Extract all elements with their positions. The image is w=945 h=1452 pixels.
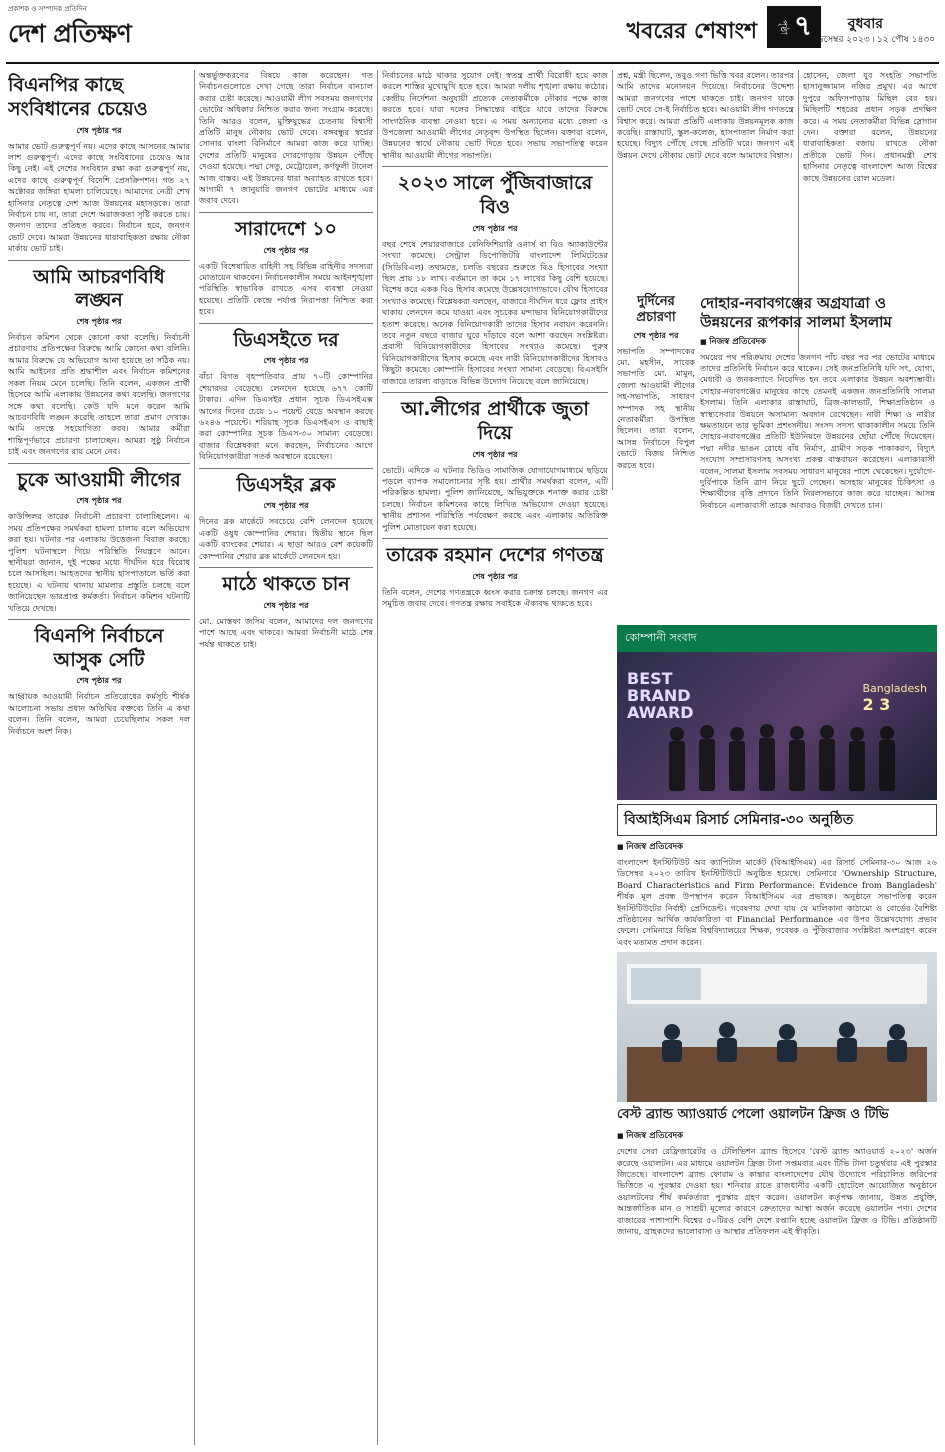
headline: ২০২৩ সালে পুঁজিবাজারে বিও [397, 172, 593, 218]
company-news [617, 625, 937, 1440]
article-body: সভাপতি সম্পাদকের মো. মহসীন, সাবেক সভাপতি মো. মামুন, জেলা আওয়ামী লীগের সহ-সভাপতি, সাধারণ সম্পাদক সহ স্থানীয় নেতাকর্মীরা উপস্থিত ছিলেন। তারা বলেন, আসন্ন নির্বাচনে বিপুল ভোটে বিজয় নিশ্চিত করতে হবে। [617, 345, 695, 470]
feature-article [700, 290, 935, 615]
newspaper-logo: দেশ প্রতিক্ষণ [8, 19, 132, 48]
article-body: ভোটে। এদিকে এ ঘটনার ভিডিও সামাজিক যোগাযোগমাধ্যমে ছড়িয়ে পড়লে ব্যাপক সমালোচনার সৃষ্টি হয়। প্রার্থীর সমর্থকরা বলেন, এটি পরিকল্পিত হামলা। পুলিশ জানিয়েছে, অভিযুক্তকে শনাক্ত করার চেষ্টা চলছে। নির্বাচন কমিশনের কাছে লিখিত অভিযোগ দেওয়া হয়েছে। স্থানীয় প্রশাসন পরিস্থিতি পর্যবেক্ষণ করছে এবং এলাকায় অতিরিক্ত পুলিশ মোতায়েন করা হয়েছে। [382, 464, 608, 532]
article-body: নির্বাচনের মাঠে থাকার সুযোগ নেই। স্বতন্ত্র প্রার্থী বিরোধী হয়ে কাজ করলে শাস্তির মুখোমুখি হতে হবে। আমরা দলীয় শৃঙ্খলা রক্ষায় কঠোর। কেন্দ্রীয় নির্দেশনা অনুযায়ী প্রত্যেক নেতাকর্মীকে নৌকার পক্ষে কাজ করতে হবে। যারা দলের সিদ্ধান্তের বাইরে যাবে তাদের বিরুদ্ধে সাংগঠনিক ব্যবস্থা নেওয়া হবে। এ সময় অন্যান্যের মধ্যে জেলা ও উপজেলা আওয়ামী লীগের নেতৃবৃন্দ উপস্থিত ছিলেন। বক্তারা বলেন, উন্নয়নের স্বার্থে নৌকায় ভোট দিতে হবে। সভায় সভাপতিত্ব করেন স্থানীয় আওয়ামী লীগের সভাপতি। [382, 70, 608, 160]
headline: চুকে আওয়ামী লীগের [17, 468, 181, 491]
article-body: অন্তর্ভুক্তকরণের বিষয়ে কাজ করেছেন। গত নির্বাচনগুলোতে দেখা গেছে তারা নির্বাচন বানচাল করার চেষ্টা করেছে। আওয়ামী লীগ সবসময় জনগণের ভোটের অধিকার নিশ্চিত করার জন্য সংগ্রাম করেছে। তিনি আরও বলেন, মুক্তিযুদ্ধের চেতনায় বিশ্বাসী প্রতিটি মানুষ নৌকায় ভোট দেবে। বঙ্গবন্ধুর স্বপ্নের সোনার বাংলা বিনির্মাণে আমরা কাজ করে যাচ্ছি। দেশের প্রতিটি মানুষের দোরগোড়ায় উন্নয়ন পৌঁছে দেওয়া হয়েছে। পদ্মা সেতু, মেট্রোরেল, কর্ণফুলী টানেল আজ বাস্তব। এই উন্নয়নের ধারা অব্যাহত রাখতে হবে। আগামী ৭ জানুয়ারি জনগণ ভোটের মাধ্যমে এর জবাব দেবে। [199, 70, 373, 206]
headline: আ.লীগের প্রার্থীকে জুতা দিয়ে [401, 398, 589, 444]
continued-label: শেষ পৃষ্ঠার পর [76, 495, 122, 506]
issue-day: বুধবার [847, 16, 883, 32]
section-title: খবরের শেষাংশ [626, 19, 757, 44]
column-divider [612, 70, 613, 490]
divider [382, 538, 608, 539]
article-body: বছর শেষে শেয়ারবাজারে বেনিফিশিয়ারি ওনার্স বা বিও অ্যাকাউন্টের সংখ্যা কমেছে। সেন্ট্রাল ডিপোজিটরি বাংলাদেশ লিমিটেডের (সিডিবিএল) তথ্যমতে, চলতি বছরের শুরুতে বিও হিসাবের সংখ্যা ছিল প্রায় ১৮ লাখ। বর্তমানে তা কমে ১৭ লাখের কিছু বেশি হয়েছে। বিশেষ করে একক বিও হিসাব কমেছে উল্লেখযোগ্যভাবে। যৌথ হিসাবের সংখ্যাও কমেছে। বিশ্লেষকরা বলছেন, বাজারে দীর্ঘদিন ধরে ফ্লোর প্রাইস থাকায় লেনদেন কমে যাওয়া এবং সূচকের মন্দাভাব বিনিয়োগকারীদের হতাশ করেছে। অনেক বিনিয়োগকারী তাদের হিসাব নবায়ন করেননি। তবে নতুন বছরে বাজার ঘুরে দাঁড়াবে বলে আশা করছেন সংশ্লিষ্টরা। প্রবাসী বিনিয়োগকারীদের হিসাবের সংখ্যাও কমেছে। পুরুষ বিনিয়োগকারীদের হিসাব কমেছে এবং নারী বিনিয়োগকারীদের হিসাবও কিছুটা কমেছে। কোম্পানি হিসাবের সংখ্যা সামান্য বেড়েছে। বিএসইসি বাজারে তারল্য বাড়াতে বিভিন্ন উদ্যোগ নিয়েছে বলে জানিয়েছে। [382, 238, 608, 386]
continued-label: শেষ পৃষ্ঠার পর [263, 500, 309, 511]
column-divider [377, 70, 378, 1445]
company-body-1: বাংলাদেশ ইনস্টিটিউট অব ক্যাপিটাল মার্কেট (বিআইসিএম) এর রিসার্চ সেমিনার-৩০ আজ ২৬ ডিসেম্বর ২০২৩ তারিখ ইনস্টিটিউটে অনুষ্ঠিত হয়েছে। সেমিনারে 'Ownership Structure, Board Characteristics and Firm Performance: Evidence from Bangladesh' শীর্ষক মূল প্রবন্ধ উপস্থাপন করেন বিআইসিএম এর প্রভাষক। অনুষ্ঠানে সভাপতিত্ব করেন ইনস্টিটিউটের নির্বাহী প্রেসিডেন্ট। গবেষণায় দেখা যায় যে মালিকানা কাঠামো ও বোর্ডের বৈশিষ্ট্য প্রতিষ্ঠানের আর্থিক কার্যকারিতা বা Financial Performance এর উপর উল্লেখযোগ্য প্রভাব ফেলে। সেমিনারে বিভিন্ন বিশ্ববিদ্যালয়ের শিক্ষক, গবেষক ও পুঁজিবাজার সংশ্লিষ্টরা অংশগ্রহণ করেন এবং মতামত প্রদান করেন। [617, 857, 937, 947]
headline: তারেক রহমান দেশের গণতন্ত্র [386, 543, 604, 566]
column-2 [199, 70, 373, 1445]
article-body: বাঁচা বিগত বৃহস্পতিবার প্রায় ৭০টি কোম্পানির শেয়ারদর বেড়েছে। লেনদেন হয়েছে ৬৭৭ কোটি টাকার। এদিন ডিএসইর প্রধান সূচক ডিএসইএক্স আগের দিনের চেয়ে ১০ পয়েন্ট বেড়ে অবস্থান করছে ৬২৪৬ পয়েন্টে। শরিয়াহ সূচক ডিএসইএস ও বাছাই করা কোম্পানির সূচক ডিএস-৩০ সামান্য বেড়েছে। বাজার বিশ্লেষকরা মনে করছেন, নির্বাচনের আগে বিনিয়োগকারীরা সতর্ক অবস্থানে রয়েছেন। [199, 371, 373, 462]
headline: মাঠে থাকতে চান [222, 573, 350, 596]
continued-label: শেষ পৃষ্ঠার পর [76, 124, 122, 135]
article-body: আমার ভোট গুরুত্বপূর্ণ নয়। এদের কাছে আসনের আমার লাশ গুরুত্বপূর্ণ। এদের কাছে সংবিধানের চেয়েও আর কিছু নেই। এই দেশের সংবিধান রক্ষা করা গুরুত্বপূর্ণ নয়, এদের কাছে গুরুত্বপূর্ণ বিদেশি প্রেসক্রিপশন। গত ২৭ অক্টোবর জঙ্গিরা হামলা চালিয়েছে। আমাদের নেত্রী শেখ হাসিনার নেতৃত্বে দেশ আজ উন্নয়নের মহাসড়কে। তারা নির্বাচন চায় না, তারা দেশে অরাজকতা সৃষ্টি করতে চায়। জনগণ তাদের প্রতিহত করবে। নির্বাচন হবে, জনগণ ভোট দেবে। আমরা উন্নয়নের ধারাবাহিকতা রক্ষায় নৌকা মার্কায় ভোট চাই। [8, 140, 190, 254]
seminar-scene [617, 952, 937, 1102]
page-number: ৭ [793, 8, 813, 42]
article-body: নির্বাচন কমিশন থেকে কোনো কথা বলেছি। নির্বাচনী প্রচারণায় প্রতিপক্ষের বিরুদ্ধে আমি কোনো কথা বলিনি। আমার বিরুদ্ধে যে অভিযোগ আনা হয়েছে তা সঠিক নয়। আমি আইনের প্রতি শ্রদ্ধাশীল এবং নির্বাচন কমিশনের সকল নিয়ম মেনে চলেছি। তিনি বলেন, একজন প্রার্থী হিসেবে আমি এলাকায় উন্নয়নের কথা বলেছি। জনগণের সঙ্গে কথা বলেছি। কেউ যদি মনে করেন আমি আচরণবিধি লঙ্ঘন করেছি তাহলে তারা প্রমাণ দেখাক। আমি তদন্তে সহযোগিতা করব। আমার কর্মীরা শান্তিপূর্ণভাবে প্রচারণা চালাচ্ছেন। আমরা সুষ্ঠু নির্বাচন চাই এবং জনগণের রায় মেনে নেব। [8, 332, 190, 457]
masthead-tagline: প্রকাশক ও সম্পাদক প্রতিদিন [8, 5, 87, 13]
headline: বিএনপির কাছে সংবিধানের চেয়েও [8, 74, 148, 120]
continued-label: শেষ পৃষ্ঠার পর [263, 355, 309, 366]
page-label: পৃষ্ঠা [777, 19, 788, 35]
continued-label: শেষ পৃষ্ঠার পর [472, 448, 518, 459]
company-byline-1: ■ নিজস্ব প্রতিবেদক [617, 840, 937, 854]
article-body: একটি বিশেষায়িত বাহিনী সহ বিভিন্ন বাহিনীর সদস্যরা মোতায়েন থাকবেন। নির্বাচনকালীন সময়ে আইনশৃঙ্খলা পরিস্থিতি স্বাভাবিক রাখতে এসব ব্যবস্থা নেওয়া হয়েছে। প্রতিটি কেন্দ্রে পর্যাপ্ত নিরাপত্তা নিশ্চিত করা হবে। [199, 260, 373, 317]
photo-text: BRAND [627, 686, 691, 705]
headline: ডিএসইর ব্লক [236, 473, 336, 496]
article-body: মো. মোস্তফা জসিম বলেন, আমাদের দল জনগণের পাশে আছে এবং থাকবে। আমরা নির্বাচনী মাঠে শেষ পর্যন্ত থাকতে চাই। [199, 615, 373, 649]
photo-text: Bangladesh [862, 682, 927, 695]
column-4-lower [617, 290, 695, 620]
divider [382, 166, 608, 167]
divider [199, 567, 373, 568]
company-news-bar: কোম্পানী সংবাদ [617, 625, 937, 652]
continued-label: শেষ পৃষ্ঠার পর [263, 599, 309, 610]
continued-label: শেষ পৃষ্ঠার পর [263, 244, 309, 255]
feature-body: সময়ের পথ পরিক্রমায় দেশের জনগণ পাঁচ বছর পর পর ভোটের মাধ্যমে তাদের প্রতিনিধি নির্বাচন করে থাকেন। সেই জনপ্রতিনিধি যদি সৎ, যোগ্য, মেধাবী ও জনকল্যাণে নিবেদিত হন তবে এলাকার উন্নয়ন অবশ্যম্ভাবী। দোহার-নবাবগঞ্জের মানুষের কাছে তেমনই একজন জনপ্রতিনিধি সালমা ইসলাম। তিনি এলাকার রাস্তাঘাট, ব্রিজ-কালভার্ট, শিক্ষাপ্রতিষ্ঠান ও স্বাস্থ্যসেবার উন্নয়নে অসামান্য অবদান রেখেছেন। নারী শিক্ষা ও নারীর ক্ষমতায়নে তার ভূমিকা প্রশংসনীয়। সংসদ সদস্য থাকাকালীন সময়ে তিনি দোহার-নবাবগঞ্জের প্রতিটি ইউনিয়নে উন্নয়নের ছোঁয়া পৌঁছে দিয়েছেন। পদ্মা নদীর ভাঙন রোধে বাঁধ নির্মাণ, গ্রামীণ সড়ক পাকাকরণ, বিদ্যুৎ সংযোগ সম্প্রসারণসহ অসংখ্য প্রকল্প বাস্তবায়ন করেছেন। এলাকাবাসী বলেন, সালমা ইসলাম সবসময় সাধারণ মানুষের পাশে থেকেছেন। দুর্যোগে-দুর্বিপাকে তিনি ত্রাণ নিয়ে ছুটে গেছেন। অসহায় মানুষের চিকিৎসা ও শিক্ষার্থীদের বৃত্তি প্রদানে তিনি নিরলসভাবে কাজ করে যাচ্ছেন। আসন্ন নির্বাচনে এলাকাবাসী তাকে আবারও বিজয়ী দেখতে চান। [700, 351, 935, 510]
photo-text: 2 3 [862, 695, 891, 714]
divider [8, 463, 190, 464]
article-body: তিনি বলেন, দেশের গণতন্ত্রকে ধ্বংস করার চক্রান্ত চলছে। জনগণ এর সমুচিত জবাব দেবে। গণতন্ত্র রক্ষায় সবাইকে ঐক্যবদ্ধ থাকতে হবে। [382, 586, 608, 609]
article-body: প্রশ্ন, মন্ত্রী ছিলেন, তবুও গণা ভিত্তি খবর বলেন। তারপর আমি তাদের মনোনয়ন দিয়েছে। নির্বাচনের উদ্দেশ্য আমরা জনগণের পাশে থাকতে চাই। জনগণ যাকে ভোট দেবে সে-ই নির্বাচিত হবে। আওয়ামী লীগ গণতন্ত্রে বিশ্বাস করে। আমরা প্রতিটি এলাকায় উন্নয়নমূলক কাজ করেছি। রাস্তাঘাট, স্কুল-কলেজ, হাসপাতাল নির্মাণ করা হয়েছে। বিদ্যুৎ পৌঁছে গেছে প্রতিটি ঘরে। জনগণ এই উন্নয়ন দেখে নৌকায় ভোট দেবে বলে আমাদের বিশ্বাস। [617, 70, 794, 160]
masthead [6, 0, 939, 64]
company-byline-2: ■ নিজস্ব প্রতিবেদক [617, 1129, 937, 1143]
headline: সারাদেশে ১০ [235, 217, 337, 240]
continued-label: শেষ পৃষ্ঠার পর [472, 570, 518, 581]
company-headline-2: বেস্ট ব্র্যান্ড অ্যাওয়ার্ড পেলো ওয়ালটন ফ্রিজ ও টিভি [617, 1107, 889, 1123]
photo-text: AWARD [627, 703, 694, 722]
company-body-2: দেশের সেরা রেফ্রিজারেটর ও টেলিভিশন ব্র্যান্ড হিসেবে 'বেস্ট ব্র্যান্ড অ্যাওয়ার্ড ২০২৩' অর্জন করেছে ওয়ালটন। এর মাধ্যমে ওয়ালটন ফ্রিজ টানা সপ্তমবার এবং টিভি টানা চতুর্থবার এই পুরস্কার জিতেছে। বাংলাদেশ ব্র্যান্ড ফোরাম ও কান্তার বাংলাদেশের যৌথ উদ্যোগে পরিচালিত জরিপের ভিত্তিতে এ পুরস্কার দেওয়া হয়। শনিবার রাতে রাজধানীর একটি হোটেলে আয়োজিত অনুষ্ঠানে ওয়ালটনের শীর্ষ কর্মকর্তারা পুরস্কার গ্রহণ করেন। ওয়ালটন কর্তৃপক্ষ জানায়, উন্নত প্রযুক্তি, আন্তর্জাতিক মান ও সাশ্রয়ী মূল্যের কারণে ক্রেতাদের আস্থা অর্জন করেছে ওয়ালটন পণ্য। দেশের বাজারের পাশাপাশি বিশ্বের ৫০টিরও বেশি দেশে রপ্তানি হচ্ছে ওয়ালটন ফ্রিজ ও টিভি। প্রতিষ্ঠানটি জানায়, গ্রাহকদের ভালোবাসা ও আস্থার প্রতিফলন এই স্বীকৃতি। [617, 1146, 937, 1237]
continued-label: শেষ পৃষ্ঠার পর [633, 329, 679, 340]
divider [8, 260, 190, 261]
award-photo [617, 652, 937, 800]
column-5 [803, 70, 937, 285]
headline: ডিএসইতে দর [233, 328, 339, 351]
divider [199, 212, 373, 213]
continued-label: শেষ পৃষ্ঠার পর [472, 222, 518, 233]
column-divider [194, 70, 195, 1445]
headline: দুর্দিনের প্রচারণা [636, 294, 676, 326]
column-1 [8, 70, 190, 1445]
company-headline-1: বিআইসিএম রিসার্চ সেমিনার-৩০ অনুষ্ঠিত [617, 804, 937, 836]
seminar-photo [617, 952, 937, 1102]
issue-date: ২৭ডিসেম্বর ২০২৩ ৷ ১২ পৌষ ১৪৩০ [802, 35, 935, 45]
headline: বিএনপি নির্বাচনে আসুক সেটি [34, 624, 164, 671]
divider [382, 392, 608, 393]
feature-headline: দোহার-নবাবগঞ্জের অগ্রযাত্রা ও উন্নয়নের রূপকার সালমা ইসলাম [700, 294, 892, 331]
article-body: কাউন্সিলর তারেক নির্বাচনী প্রচারণা চালাচ্ছিলেন। এ সময় প্রতিপক্ষের সমর্থকরা হামলা চালায় বলে অভিযোগ করা হয়। ঘটনার পর এলাকায় উত্তেজনা বিরাজ করছে। পুলিশ ঘটনাস্থলে গিয়ে পরিস্থিতি নিয়ন্ত্রণে আনে। স্থানীয়রা জানান, দুই পক্ষের মধ্যে দীর্ঘদিন ধরে বিরোধ চলে আসছিল। আহতদের স্থানীয় হাসপাতালে ভর্তি করা হয়েছে। এ ঘটনায় থানায় মামলার প্রস্তুতি চলছে বলে জানিয়েছেন ভারপ্রাপ্ত কর্মকর্তা। নির্বাচন কমিশন ঘটনাটি খতিয়ে দেখছে। [8, 511, 190, 613]
photo-text: BEST [627, 669, 673, 688]
continued-label: শেষ পৃষ্ঠার পর [76, 316, 122, 327]
feature-byline: ■ নিজস্ব প্রতিবেদক [700, 335, 935, 349]
article-body: হোসেন, জেলা যুব সংহতি সভাপতি হাসানুজ্জামান নজির প্রমুখ। এর আগে দুপুরে অফিসপাড়ায় মিছিল বের হয়। মিছিলটি শহরের প্রধান সড়ক প্রদক্ষিণ করে। এ সময় নেতাকর্মীরা বিভিন্ন স্লোগান দেন। বক্তারা বলেন, উন্নয়নের ধারাবাহিকতা বজায় রাখতে নৌকা প্রতীকে ভোট দিন। প্রধানমন্ত্রী শেখ হাসিনার নেতৃত্বে বাংলাদেশ আজ বিশ্বের কাছে উন্নয়নের রোল মডেল। [803, 70, 937, 183]
headline: আমি আচরণবিধি লঙ্ঘন [33, 265, 165, 312]
continued-label: শেষ পৃষ্ঠার পর [76, 675, 122, 686]
column-4 [617, 70, 794, 285]
column-3 [382, 70, 608, 1445]
people-figures [617, 652, 937, 800]
divider [8, 619, 190, 620]
article-body: দিনের ব্লক মার্কেটে সবচেয়ে বেশি লেনদেন হয়েছে একটি ওষুধ কোম্পানির শেয়ার। দ্বিতীয় স্থানে ছিল একটি ব্যাংকের শেয়ার। এ ছাড়া আরও বেশ কয়েকটি কোম্পানির শেয়ার ব্লক মার্কেটে লেনদেন হয়। [199, 516, 373, 561]
article-body: আহ্বায়ক আওয়ামী নির্বাচন প্রতিরোধের কর্মসূচি শীর্ষক আলোচনা সভায় প্রধান অতিথির বক্তব্যে তিনি এ কথা বলেন। তিনি বলেন, আমরা চেয়েছিলাম সকল দল নির্বাচনে অংশ নিক। [8, 691, 190, 736]
divider [199, 468, 373, 469]
divider [199, 323, 373, 324]
